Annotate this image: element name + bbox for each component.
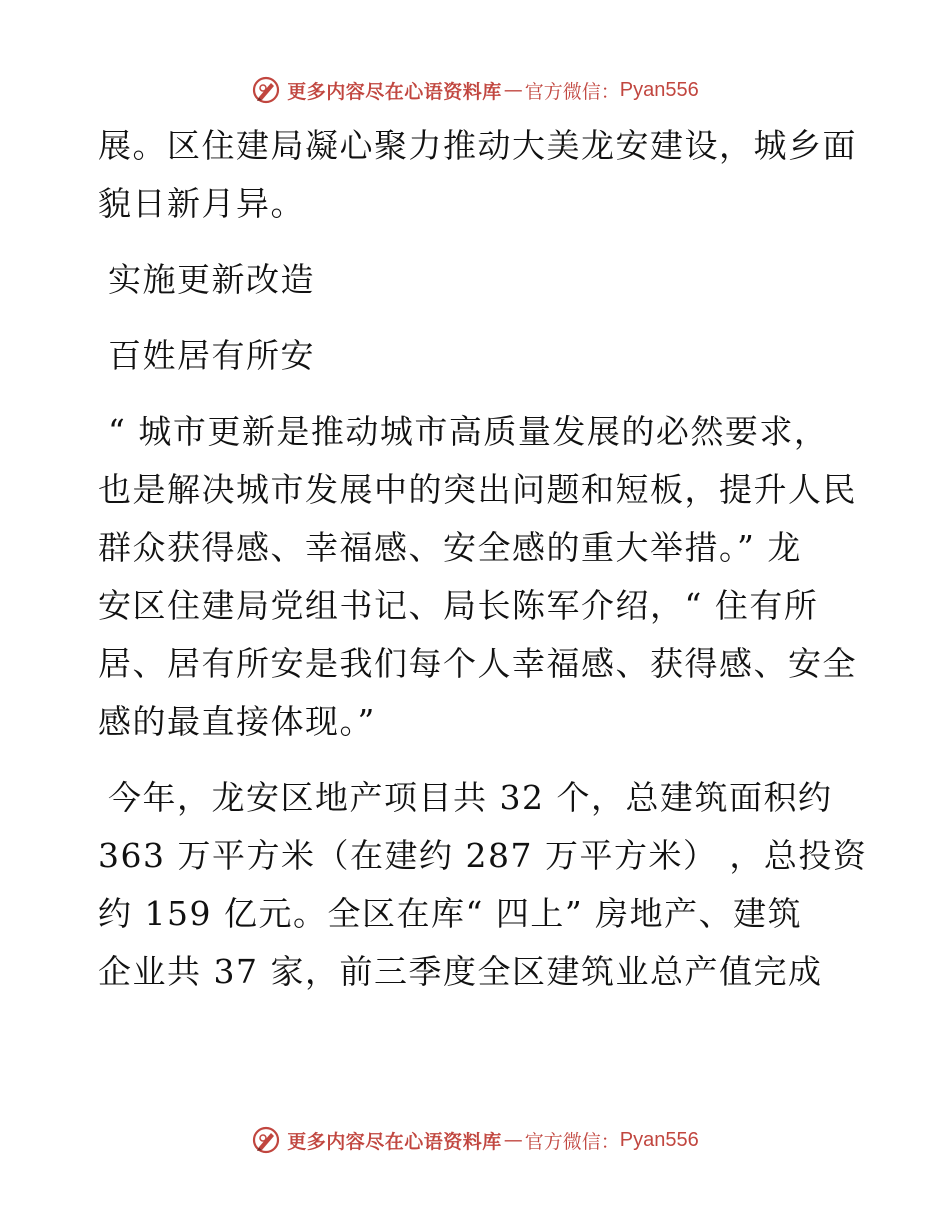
document-body <box>98 117 868 1001</box>
banner-wechat-label: 官方微信： <box>524 80 620 103</box>
text-line: 群众获得感、幸福感、安全感的重大举措。” 龙 <box>98 528 802 567</box>
header-watermark-banner <box>0 70 950 110</box>
banner-separator: — <box>503 79 523 101</box>
heading-line: 实施更新改造 <box>108 260 315 299</box>
section-heading <box>98 251 850 309</box>
banner-wechat-label: 官方微信： <box>524 1130 620 1153</box>
text-line: 安区住建局党组书记、局长陈军介绍，“ 住有所 <box>98 586 819 625</box>
banner-wechat-id: Pyan556 <box>619 1128 699 1151</box>
pen-logo-icon <box>251 1125 281 1155</box>
text-line: “ 城市更新是推动城市高质量发展的必然要求， <box>108 412 829 451</box>
banner-separator: — <box>503 1129 523 1151</box>
paragraph <box>98 769 868 1001</box>
text-line: 约 159 亿元。全区在库“ 四上” 房地产、建筑 <box>98 894 803 933</box>
heading-line: 百姓居有所安 <box>108 336 315 375</box>
text-line: 企业共 37 家，前三季度全区建筑业总产值完成 <box>98 952 823 991</box>
text-line: 感的最直接体现。” <box>98 702 376 741</box>
banner-wechat-id: Pyan556 <box>619 78 699 101</box>
paragraph <box>98 403 857 751</box>
text-line: 貌日新月异。 <box>98 184 305 223</box>
section-heading <box>98 327 850 385</box>
paragraph <box>98 117 857 233</box>
footer-watermark-banner <box>0 1120 950 1160</box>
text-line: 展。区住建局凝心聚力推动大美龙安建设，城乡面 <box>98 126 857 165</box>
text-line: 363 万平方米（在建约 287 万平方米） ，总投资 <box>98 836 868 875</box>
text-line: 也是解决城市发展中的突出问题和短板，提升人民 <box>98 470 857 509</box>
banner-text: 更多内容尽在心语资料库 <box>287 80 502 103</box>
text-line: 居、居有所安是我们每个人幸福感、获得感、安全 <box>98 644 857 683</box>
pen-logo-icon <box>251 75 281 105</box>
text-line: 今年，龙安区地产项目共 32 个，总建筑面积约 <box>108 778 833 817</box>
banner-text: 更多内容尽在心语资料库 <box>287 1130 502 1153</box>
